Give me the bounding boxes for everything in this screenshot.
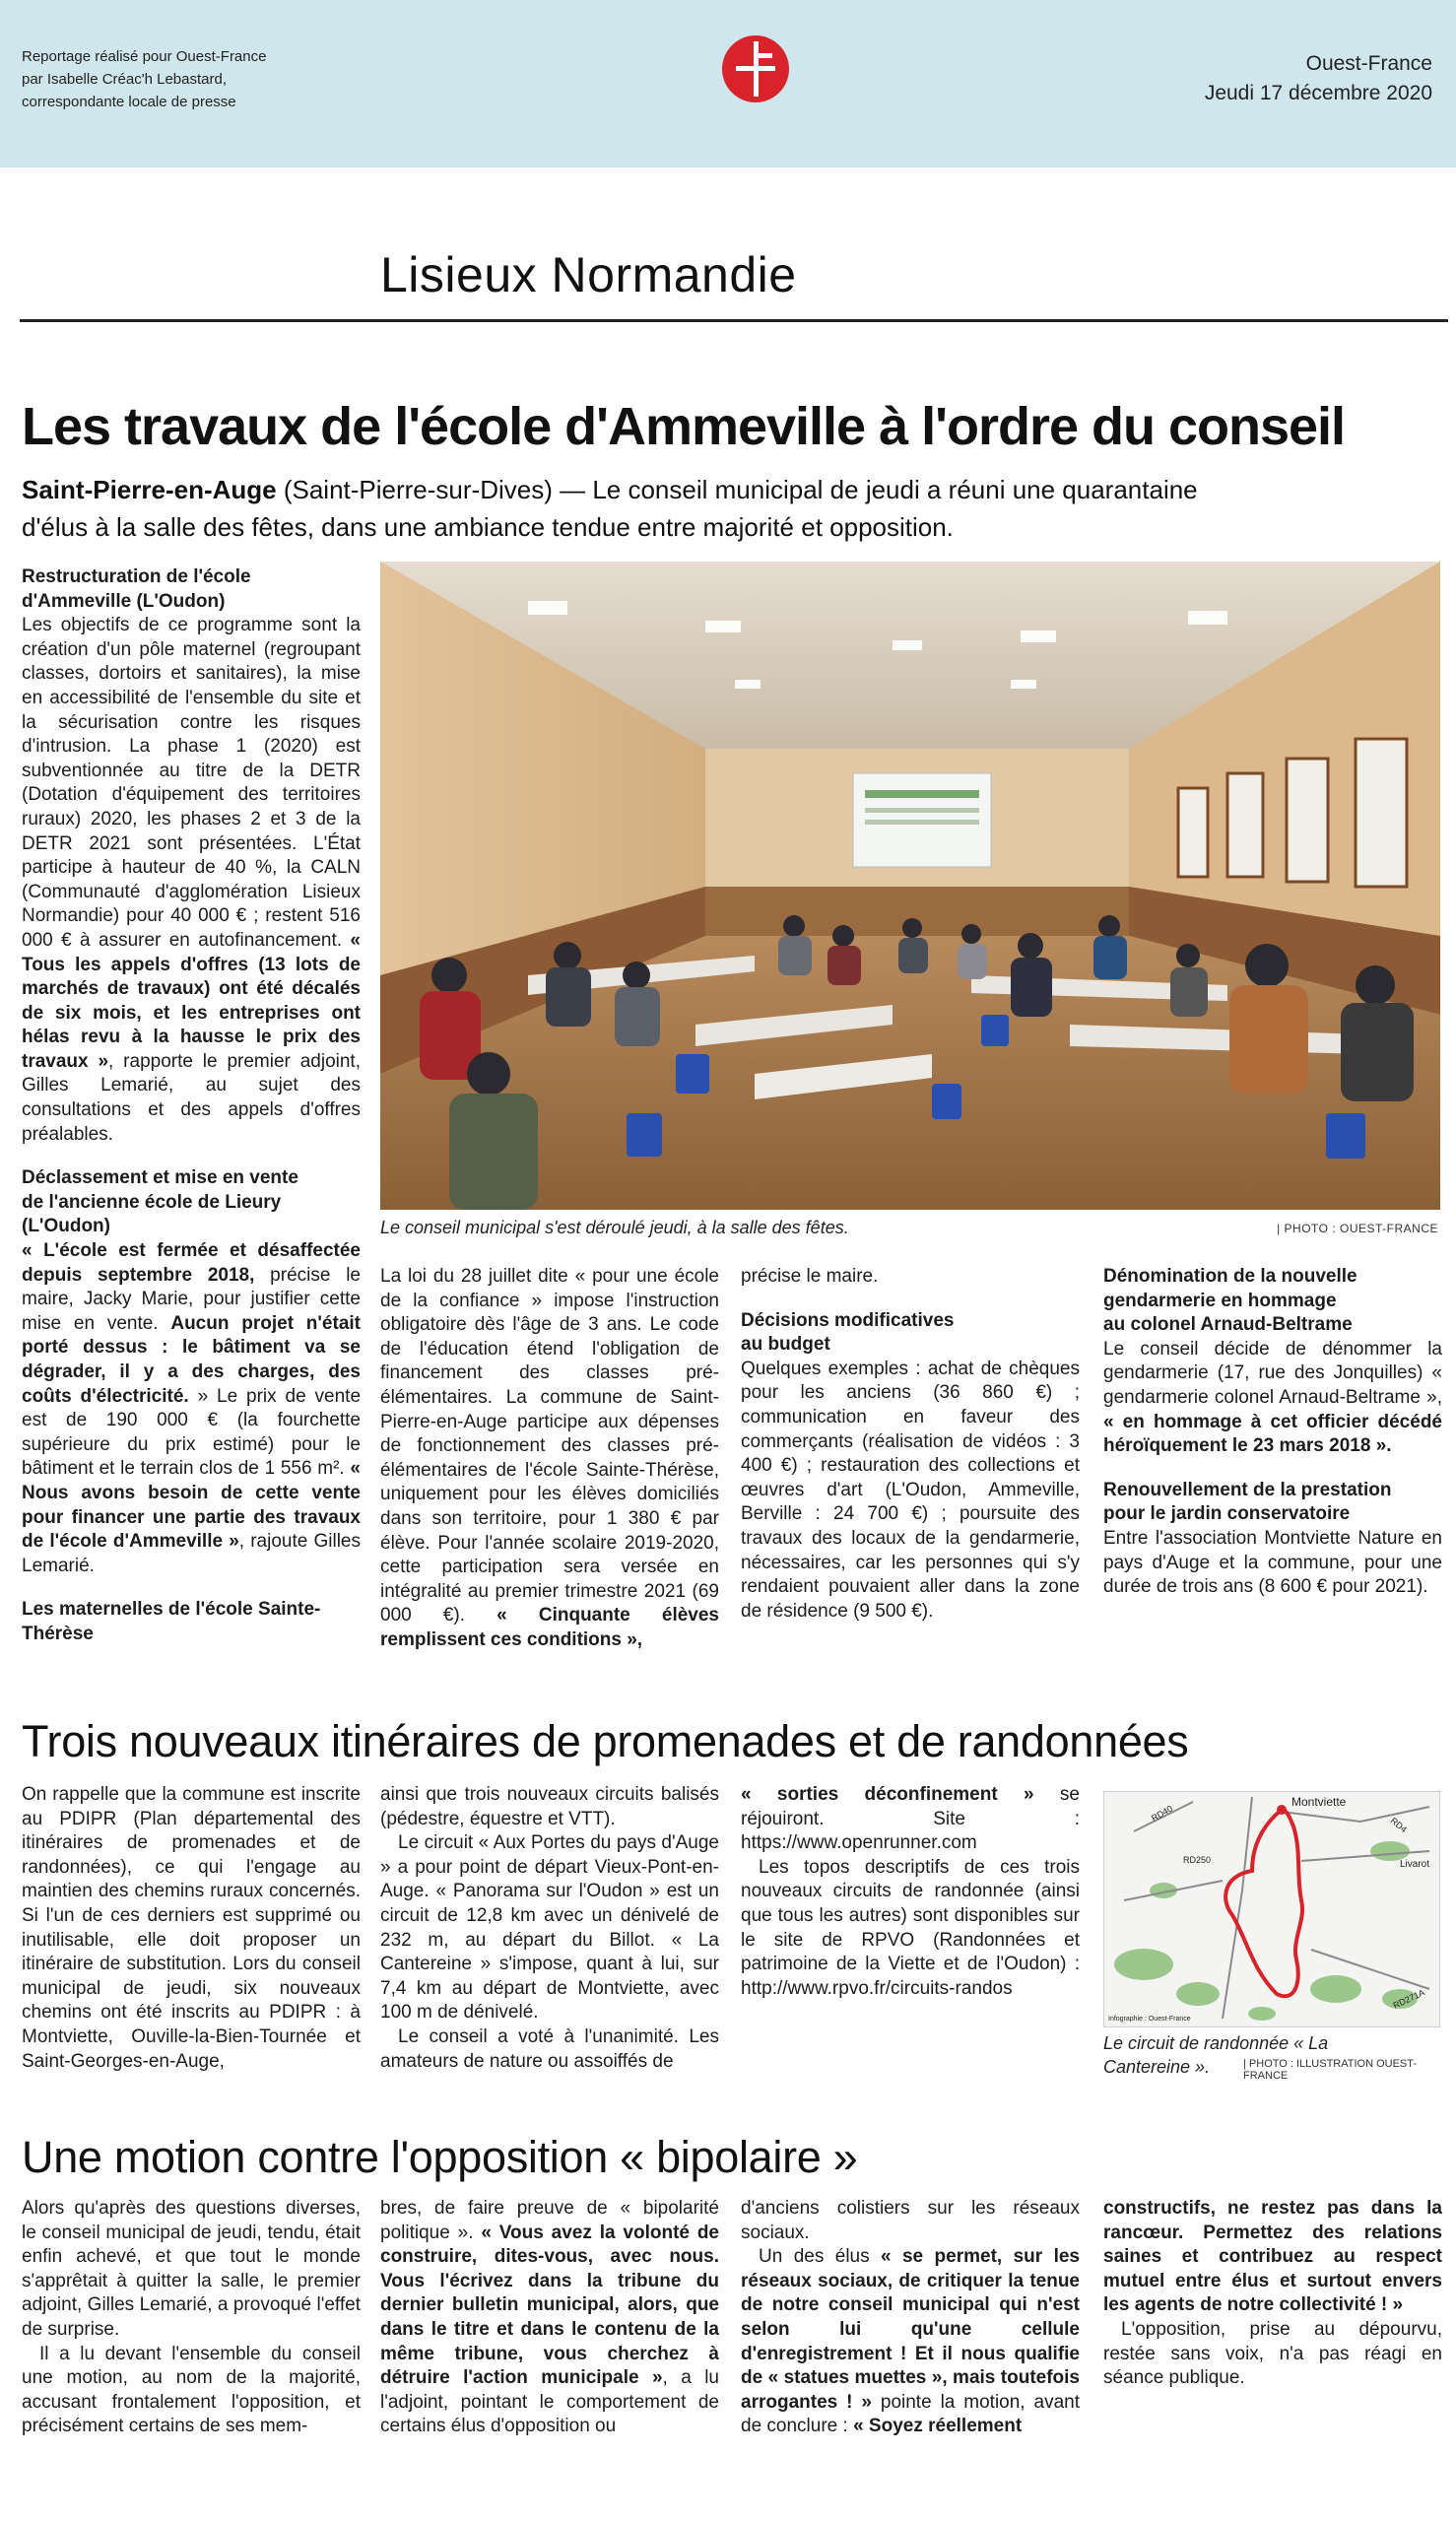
- header-band: [0, 0, 1456, 167]
- article1-column-4: [1103, 1265, 1442, 1600]
- map-caption-line: Le circuit de randonnée « La: [1103, 2033, 1329, 2053]
- publication-date: Jeudi 17 décembre 2020: [1204, 82, 1432, 104]
- paragraph: Le conseil a voté à l'unanimité. Les amateurs de nature ou assoiffés de: [380, 2025, 719, 2072]
- photo-credit: | PHOTO : OUEST-FRANCE: [1277, 1222, 1438, 1235]
- credit-line: Reportage réalisé pour Ouest-France: [22, 48, 267, 65]
- paragraph: bres, de faire preuve de « bipolarité politique ». « Vous avez la volonté de construire, dites-vous, avec nous. Vous l'écrivez dans la tribune du dernier bulletin municipal, alors, que dans le titre et dans le contenu de la même tribune, vous cherchez à détruire l'action municipale », a lu l'adjoint, pointant le comportement de certains élus d'opposition ou: [380, 2198, 720, 2437]
- map-label-rd250: RD250: [1183, 1855, 1212, 1865]
- paragraph: La loi du 28 juillet dite « pour une école de la confiance » impose l'instruction obligatoire dès l'âge de 3 ans. Le code de l'éducation étend l'obligation de financement des classes pré-élémentaires. La commune de Saint-Pierre-en-Auge participe aux dépenses de fonctionnement des classes pré-élémentaires de l'école Sainte-Thérèse, uniquement pour les élèves domiciliés dans son territoire, pour 1 380 € par élève. Pour l'année scolaire 2019-2020, cette participation sera versée en intégralité au premier trimestre 2021 (69 000 €). « Cinquante élèves remplissent ces conditions »,: [380, 1266, 719, 1650]
- subhead: Renouvellement de la prestation pour le jardin conservatoire: [1103, 1479, 1392, 1525]
- publication-info: [1205, 49, 1432, 108]
- article2-column-2: [380, 1783, 719, 2074]
- article3-headline: Une motion contre l'opposition « bipolaire »: [22, 2132, 858, 2182]
- subhead: Décisions modificatives au budget: [741, 1309, 955, 1356]
- paragraph: Les objectifs de ce programme sont la création d'un pôle maternel (regroupant classes, dortoirs et sanitaires), la mise en accessibilité de l'ensemble du site et la sécurisation contre les risques d'intrusion. La phase 1 (2020) est subventionnée au titre de la DETR (Dotation d'équipement des territoires ruraux) 2020, les phases 2 et 3 de la DETR 2021 sont présentées. L'État participe à hauteur de 40 %, la CALN (Communauté d'agglomération Lisieux Normandie) pour 40 000 € ; restent 516 000 € à assurer en autofinancement. « Tous les appels d'offres (13 lots de marchés de travaux) ont été décalés de six mois, et les entreprises ont hélas revu à la hausse le prix des travaux », rapporte le premier adjoint, Gilles Lemarié, au sujet des consultations et des appels d'offres préalables.: [22, 615, 361, 1145]
- route-path: [1225, 1810, 1302, 1996]
- chapo-place: Saint-Pierre-en-Auge: [22, 475, 277, 504]
- paragraph: Les topos descriptifs de ces trois nouveaux circuits de randonnée (ainsi que tous les autres) sont disponibles sur le site de RPVO (Randonnées et patrimoine de la Viette et de l'Oudon) : http://www.rpvo.fr/circuits-randos: [741, 1856, 1080, 1999]
- subhead: Dénomination de la nouvelle gendarmerie en hommage au colonel Arnaud-Beltrame: [1103, 1266, 1357, 1336]
- paragraph: Le circuit « Aux Portes du pays d'Auge » a pour point de départ Vieux-Pont-en-Auge. « Panorama sur l'Oudon » est un circuit de 12,8 km avec un dénivelé de 232 m, au départ du Billot. « La Cantereine » s'impose, quant à lui, sur 7,4 km au départ de Montviette, avec 100 m de dénivelé.: [380, 1832, 719, 2024]
- paragraph: On rappelle que la commune est inscrite au PDIPR (Plan départemental des itinéraires de promenades et de randonnées), ce qui l'engage au maintien des chemins ruraux concernés. Si l'un de ces derniers est supprimé ou inutilisable, elle doit proposer un itinéraire de substitution. Lors du conseil municipal de jeudi, six nouveaux chemins ont été inscrits au PDIPR : à Montviette, Ouville-la-Bien-Tournée et Saint-Georges-en-Auge,: [22, 1784, 361, 2072]
- subhead: Restructuration de l'école d'Ammeville (L'Oudon): [22, 566, 251, 612]
- article3-column-3: [741, 2197, 1080, 2439]
- article1-headline: Les travaux de l'école d'Ammeville à l'ordre du conseil: [22, 397, 1346, 456]
- chapo-line1: Le conseil municipal de jeudi a réuni une quarantaine: [592, 475, 1198, 504]
- article3-column-4: [1103, 2197, 1442, 2391]
- article2-headline: Trois nouveaux itinéraires de promenades et de randonnées: [22, 1716, 1189, 1766]
- article1-column-1: [22, 565, 361, 1647]
- chapo-place2: (Saint-Pierre-sur-Dives) —: [276, 475, 593, 504]
- article1-column-2: [380, 1265, 719, 1653]
- paragraph: « L'école est fermée et désaffectée depuis septembre 2018, précise le maire, Jacky Marie, pour justifier cette mise en vente. Aucun projet n'était porté dessus : le bâtiment va se dégrader, il y a des charges, des coûts d'électricité. » Le prix de vente est de 190 000 € (la fourchette supérieure du prix estimé) pour le bâtiment et le terrain clos de 1 556 m². « Nous avons besoin de cette vente pour financer une partie des travaux de l'école d'Ammeville », rajoute Gilles Lemarié.: [22, 1240, 362, 1576]
- subhead: Déclassement et mise en vente de l'ancienne école de Lieury (L'Oudon): [22, 1167, 298, 1237]
- credit-line: correspondante locale de presse: [22, 94, 236, 110]
- paragraph: Le conseil décide de dénommer la gendarmerie (17, rue des Jonquilles) « gendarmerie colonel Arnaud-Beltrame », « en hommage à cet officier décédé héroïquement le 23 mars 2018 ».: [1103, 1338, 1442, 1457]
- paragraph: ainsi que trois nouveaux circuits balisés (pédestre, équestre et VTT).: [380, 1784, 719, 1829]
- map-caption-line: Cantereine ».: [1103, 2057, 1211, 2077]
- chapo-line2: d'élus à la salle des fêtes, dans une ambiance tendue entre majorité et opposition.: [22, 512, 954, 542]
- photo-caption: Le conseil municipal s'est déroulé jeudi, à la salle des fêtes.: [380, 1218, 849, 1237]
- map-label-livarot: Livarot: [1400, 1859, 1430, 1870]
- paragraph: Alors qu'après des questions diverses, le conseil municipal de jeudi, tendu, était enfin achevé, et que tout le monde s'apprêtait à quitter la salle, le premier adjoint, Gilles Lemarié, a provoqué l'effet de surprise.: [22, 2198, 361, 2340]
- credit-line: par Isabelle Créac'h Lebastard,: [22, 71, 227, 88]
- map-label-rd40: RD40: [1150, 1803, 1174, 1824]
- paper-name: Ouest-France: [1305, 52, 1432, 75]
- paragraph: constructifs, ne restez pas dans la rancœur. Permettez des relations saines et contribuez au respect mutuel entre élus et surtout envers les agents de notre collectivité ! »: [1103, 2198, 1442, 2316]
- paragraph: L'opposition, prise au dépourvu, restée sans voix, n'a pas réagi en séance publique.: [1103, 2318, 1442, 2389]
- paragraph: Il a lu devant l'ensemble du conseil une motion, au nom de la majorité, accusant frontalement l'opposition, et précisément certains de ses mem-: [22, 2343, 361, 2437]
- reporter-credit: [22, 45, 266, 113]
- section-title: Lisieux Normandie: [380, 247, 797, 302]
- paragraph: Quelques exemples : achat de chèques pour les anciens (36 860 €) ; communication en faveur des commerçants (réalisation de vidéos : 3 400 €) ; restauration des collections et œuvres d'art (L'Oudon, Ammeville, Berville : 24 700 €) ; poursuite des travaux des locaux de la gendarmerie, nécessaires, car les personnes qui s'y rendaient pouvaient aller dans la zone de résidence (9 500 €).: [741, 1358, 1080, 1622]
- map-credit: | PHOTO : ILLUSTRATION OUEST-FRANCE: [1243, 2058, 1418, 2082]
- article3-column-1: [22, 2197, 361, 2439]
- article3-column-2: [380, 2197, 719, 2439]
- article2-column-1: [22, 1783, 361, 2074]
- paragraph: Entre l'association Montviette Nature en pays d'Auge et la commune, pour une durée de trois ans (8 600 € pour 2021).: [1103, 1527, 1442, 1598]
- map-label-infographie: Infographie : Ouest-France: [1108, 2016, 1191, 2023]
- council-meeting-photo: [380, 562, 1440, 1210]
- paragraph: d'anciens colistiers sur les réseaux sociaux.: [741, 2198, 1080, 2243]
- section-rule: [20, 319, 1448, 322]
- article2-column-3: [741, 1783, 1080, 2001]
- route-map: [1103, 1791, 1440, 2027]
- article1-chapo: [22, 471, 1421, 546]
- ouest-france-logo-icon: [722, 35, 789, 102]
- paragraph: Un des élus « se permet, sur les réseaux sociaux, de critiquer la tenue de notre conseil municipal qui n'est selon lui qu'une cellule d'enregistrement ! Et il nous qualifie de « statues muettes », mais toutefois arrogantes ! » pointe la motion, avant de conclure : « Soyez réellement: [741, 2246, 1080, 2437]
- article1-column-3: [741, 1265, 1080, 1624]
- map-label-town: Montviette: [1291, 1795, 1347, 1809]
- paragraph: « sorties déconfinement » se réjouiront. Site : https://www.openrunner.com: [741, 1784, 1080, 1854]
- paragraph: précise le maire.: [741, 1266, 879, 1287]
- subhead: Les maternelles de l'école Sainte- Thérèse: [22, 1599, 321, 1644]
- map-label-rd4: RD4: [1388, 1815, 1409, 1835]
- map-label-rd271a: RD271A: [1391, 1987, 1426, 2011]
